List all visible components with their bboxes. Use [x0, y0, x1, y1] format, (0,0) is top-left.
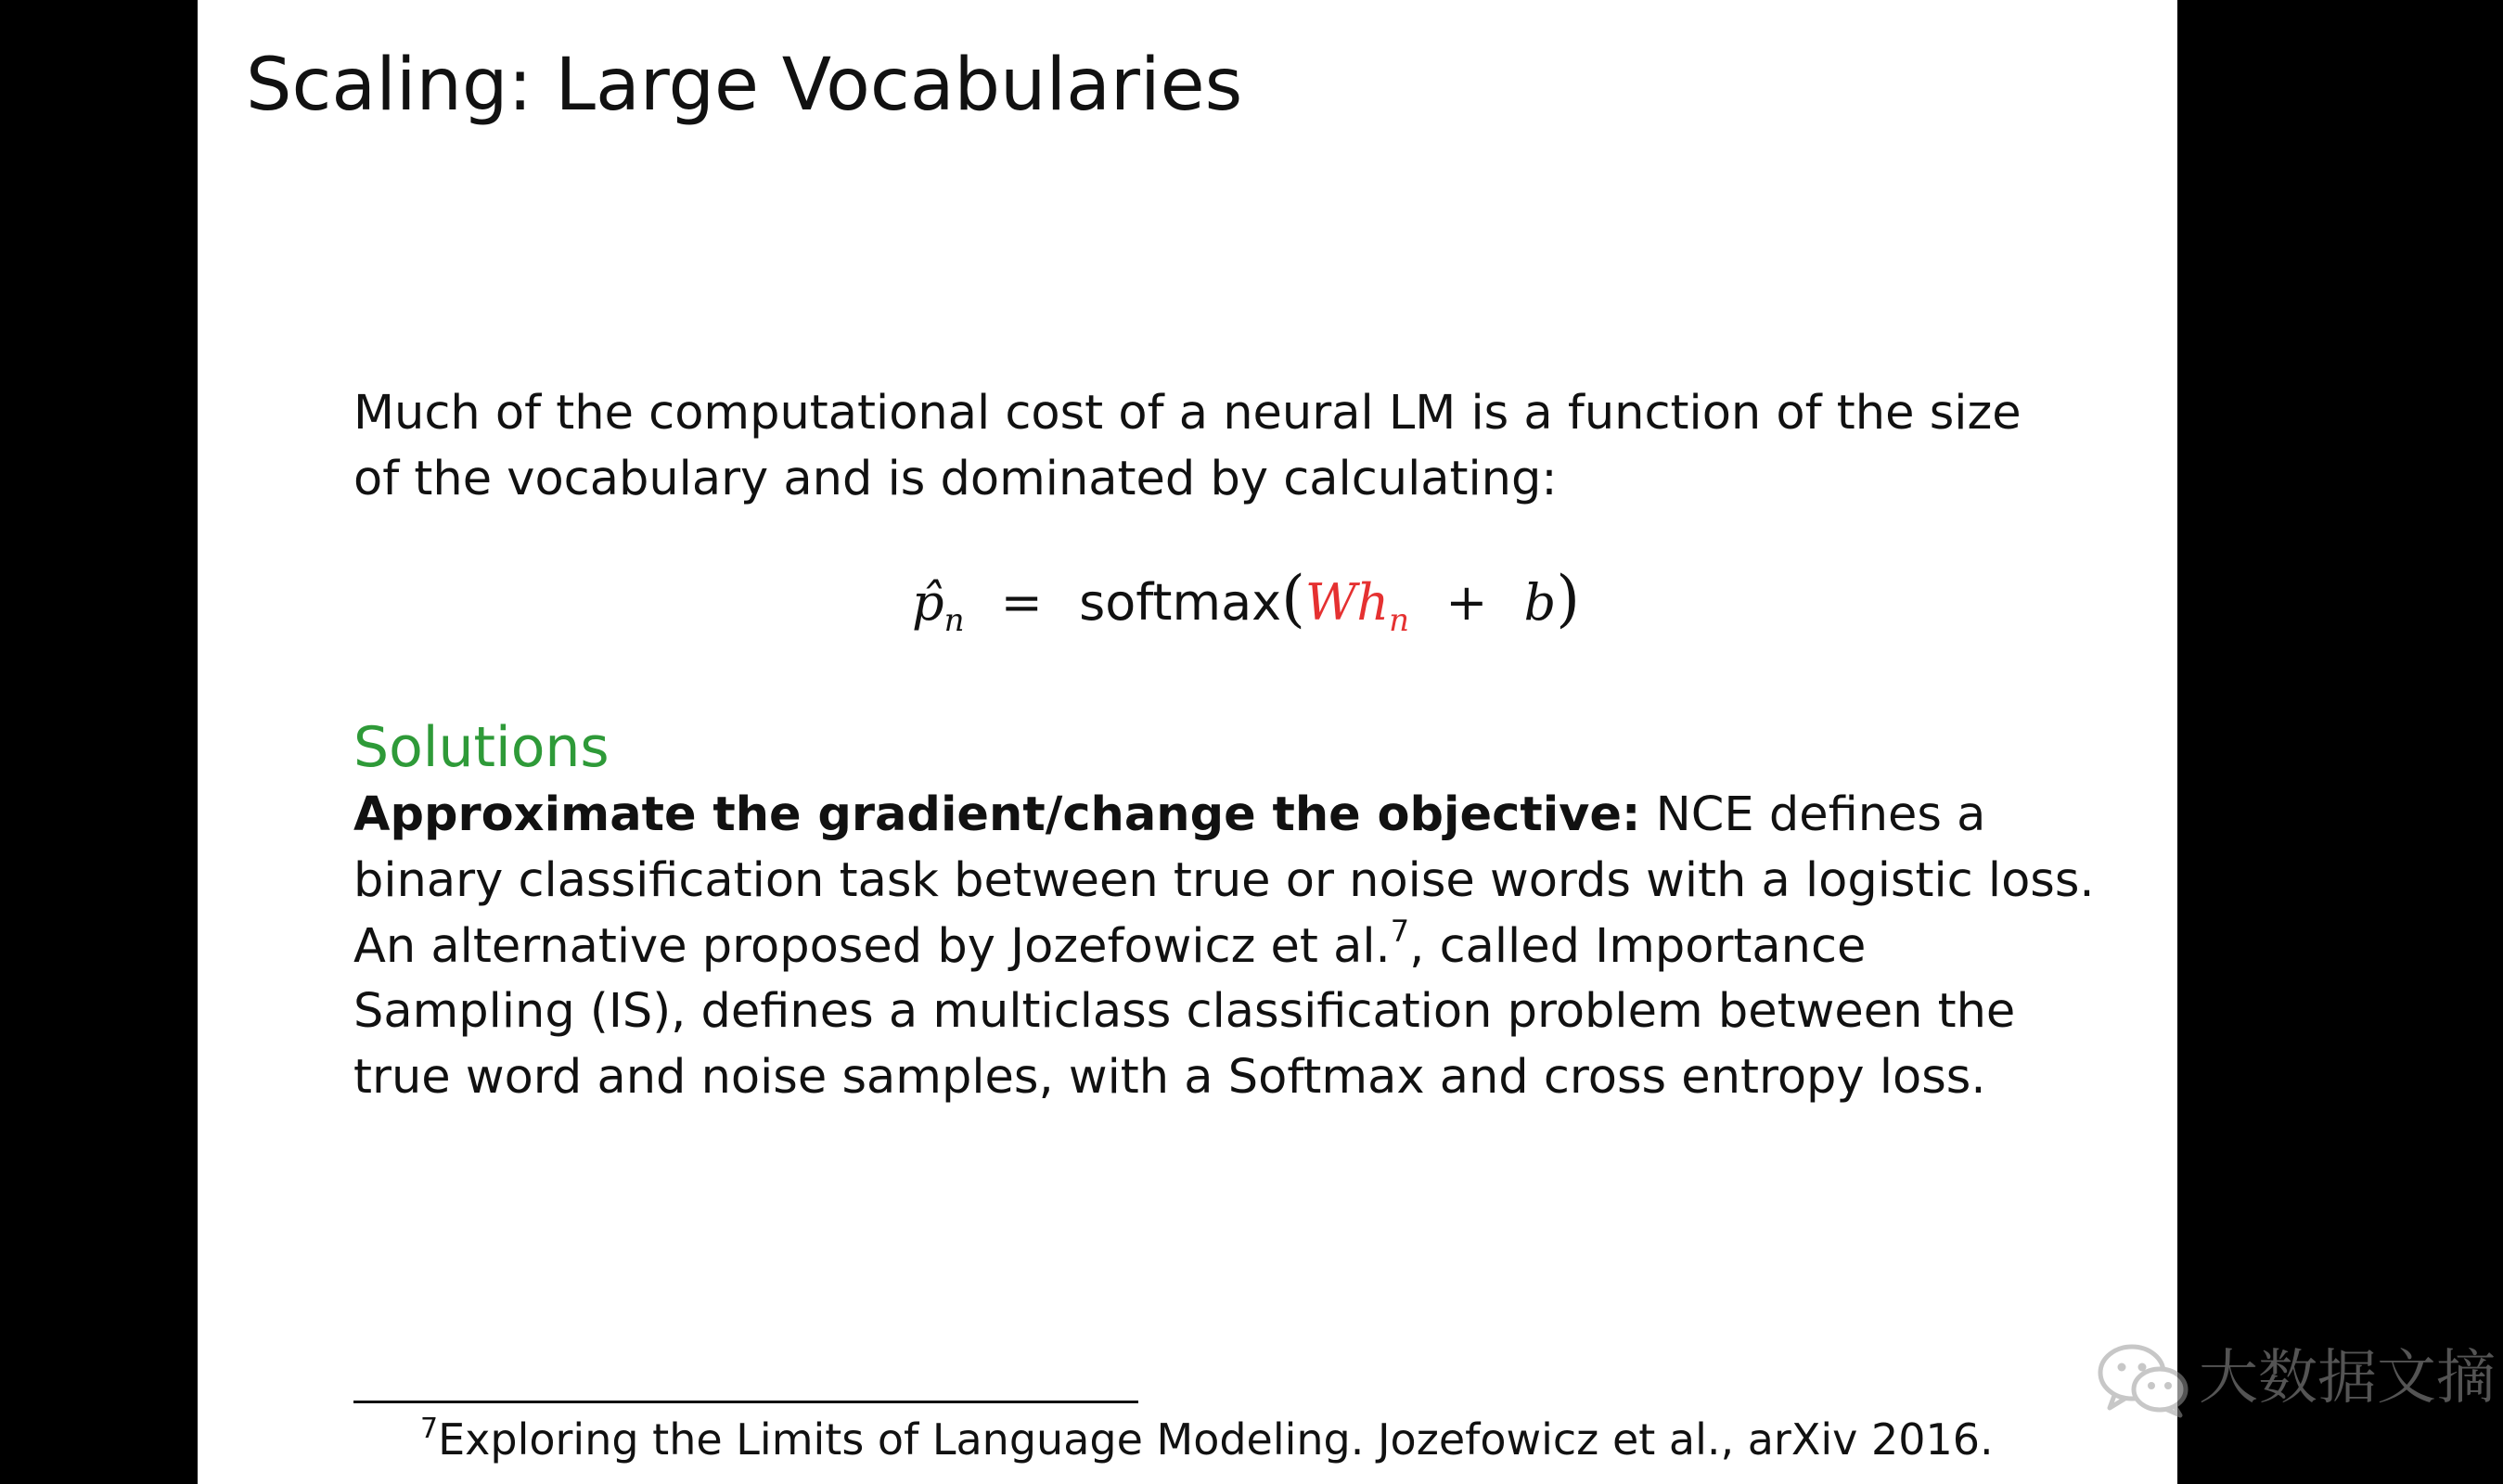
formula-bias: b: [1523, 573, 1557, 632]
solutions-line-1-rest: NCE defines a: [1640, 787, 1986, 842]
solutions-text-line: [353, 782, 1985, 848]
solutions-line-3-pre: An alternative proposed by Jozefowicz et al.: [353, 919, 1391, 974]
formula-lhs-subscript: n: [943, 602, 965, 639]
solutions-lead: Approximate the gradient/change the objective:: [353, 787, 1641, 842]
watermark: [2095, 1337, 2503, 1421]
formula-lhs: p̂: [912, 573, 944, 632]
formula-weight: Wh: [1304, 573, 1390, 632]
solutions-text-line: true word and noise samples, with a Softmax and cross entropy loss.: [353, 1050, 1986, 1105]
formula-weight-subscript: n: [1389, 602, 1410, 639]
footnote-marker: 7: [420, 1413, 439, 1445]
solutions-text-line: binary classification task between true or noise words with a logistic loss.: [353, 853, 2095, 908]
slide-title: Scaling: Large Vocabularies: [246, 44, 1243, 127]
intro-text-line: Much of the computational cost of a neural LM is a function of the size: [353, 386, 2022, 441]
watermark-text: 大数据文摘: [2199, 1344, 2496, 1413]
footnote-reference: 7: [1390, 914, 1410, 949]
solutions-text-line: [353, 914, 1866, 979]
wechat-icon: [2095, 1341, 2193, 1417]
formula-close-paren: ): [1556, 563, 1580, 634]
formula-plus: +: [1445, 573, 1488, 632]
footnote: [420, 1412, 1994, 1467]
solutions-text-line: Sampling (IS), defines a multiclass classification problem between the: [353, 984, 2016, 1039]
slide: [198, 0, 2496, 1484]
formula-function: softmax: [1079, 573, 1282, 632]
formula-equals: =: [1000, 573, 1043, 632]
formula-open-paren: (: [1281, 563, 1305, 634]
softmax-formula: [912, 562, 1580, 658]
footnote-text: Exploring the Limits of Language Modeling. Jozefowicz et al., arXiv 2016.: [438, 1414, 1994, 1465]
solutions-line-3-post: , called Importance: [1409, 919, 1867, 974]
intro-text-line: of the vocabulary and is dominated by calculating:: [353, 452, 1558, 506]
solutions-heading: Solutions: [353, 715, 610, 780]
footnote-divider: [353, 1401, 1138, 1403]
